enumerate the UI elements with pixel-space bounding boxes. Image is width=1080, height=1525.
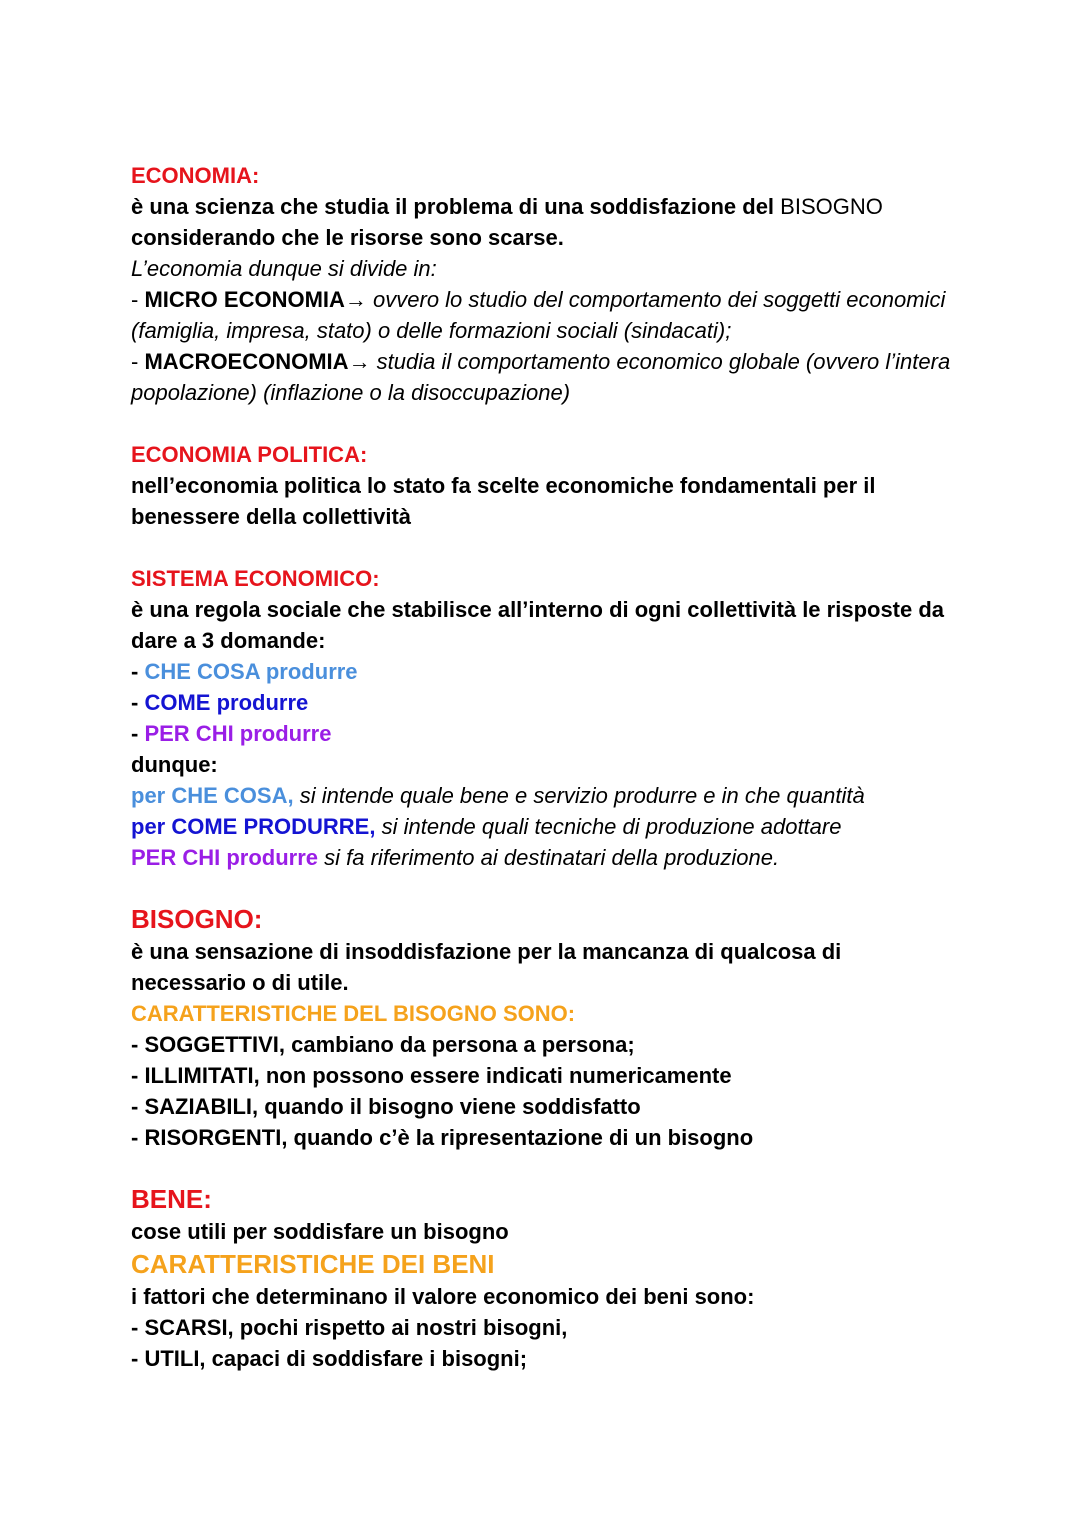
bene-item: - SCARSI, pochi rispetto ai nostri bisogni, <box>131 1315 568 1340</box>
macro-dash: - <box>131 349 145 374</box>
question-come <box>131 687 961 718</box>
economia-definition-line2: considerando che le risorse sono scarse. <box>131 225 564 250</box>
e1-text: si intende quale bene e servizio produrre e in che quantità <box>293 783 865 808</box>
e3-text: si fa riferimento ai destinatari della produzione. <box>318 845 780 870</box>
economia-definition-bold: è una scienza che studia il problema di una soddisfazione del <box>131 194 775 219</box>
q3-dash: - <box>131 721 145 746</box>
bisogno-heading: BISOGNO: <box>131 904 263 934</box>
economia-definition <box>131 191 961 222</box>
macroeconomia-label: MACROECONOMIA <box>144 349 349 374</box>
economia-politica-heading: ECONOMIA POLITICA: <box>131 442 368 467</box>
macroeconomia-text: → studia il comportamento economico globale (ovvero l’intera popolazione) (inflazione o la disoccupazione) <box>131 349 951 405</box>
bisogno-text: è una sensazione di insoddisfazione per la mancanza di qualcosa di necessario o di utile. <box>131 939 842 995</box>
explanation-come <box>131 811 961 842</box>
bisogno-item: - SOGGETTIVI, cambiano da persona a persona; <box>131 1032 635 1057</box>
sistema-economico-heading: SISTEMA ECONOMICO: <box>131 566 380 591</box>
bene-item: - UTILI, capaci di soddisfare i bisogni; <box>131 1346 528 1371</box>
bene-text: cose utili per soddisfare un bisogno <box>131 1219 509 1244</box>
question-che-cosa <box>131 656 961 687</box>
micro-dash: - <box>131 287 145 312</box>
bisogno-item: - SAZIABILI, quando il bisogno viene soddisfatto <box>131 1094 641 1119</box>
micro-economia-label: MICRO ECONOMIA <box>144 287 345 312</box>
q1-label: CHE COSA produrre <box>144 659 358 684</box>
bene-heading: BENE: <box>131 1184 212 1214</box>
bisogno-subheading: CARATTERISTICHE DEL BISOGNO SONO: <box>131 1001 576 1026</box>
q2-dash: - <box>131 690 145 715</box>
micro-economia-item <box>131 284 961 346</box>
dunque-label: dunque: <box>131 752 218 777</box>
economia-definition-bisogno: BISOGNO <box>774 194 883 219</box>
economia-politica-text: nell’economia politica lo stato fa scelte economiche fondamentali per il benessere della collettività <box>131 473 876 529</box>
sistema-economico-text: è una regola sociale che stabilisce all’interno di ogni collettività le risposte da dare a 3 domande: <box>131 597 945 653</box>
macroeconomia-item <box>131 346 961 408</box>
bisogno-item: - ILLIMITATI, non possono essere indicati numericamente <box>131 1063 732 1088</box>
bene-intro: i fattori che determinano il valore economico dei beni sono: <box>131 1284 755 1309</box>
q2-label: COME produrre <box>144 690 309 715</box>
q3-label: PER CHI produrre <box>144 721 332 746</box>
question-per-chi <box>131 718 961 749</box>
bisogno-item: - RISORGENTI, quando c’è la ripresentazione di un bisogno <box>131 1125 754 1150</box>
bene-subheading: CARATTERISTICHE DEI BENI <box>131 1249 495 1279</box>
e3-label: PER CHI produrre <box>131 845 319 870</box>
q1-dash: - <box>131 659 145 684</box>
economia-heading: ECONOMIA: <box>131 163 260 188</box>
explanation-per-chi <box>131 842 961 873</box>
micro-economia-text: → ovvero lo studio del comportamento dei soggetti economici (famiglia, impresa, stato) o delle formazioni sociali (sindacati); <box>131 287 946 343</box>
e2-text: si intende quali tecniche di produzione adottare <box>375 814 842 839</box>
e2-label: per COME PRODURRE, <box>131 814 376 839</box>
economia-intro: L’economia dunque si divide in: <box>131 256 437 281</box>
explanation-che-cosa <box>131 780 961 811</box>
e1-label: per CHE COSA, <box>131 783 294 808</box>
document-page <box>131 160 961 1374</box>
